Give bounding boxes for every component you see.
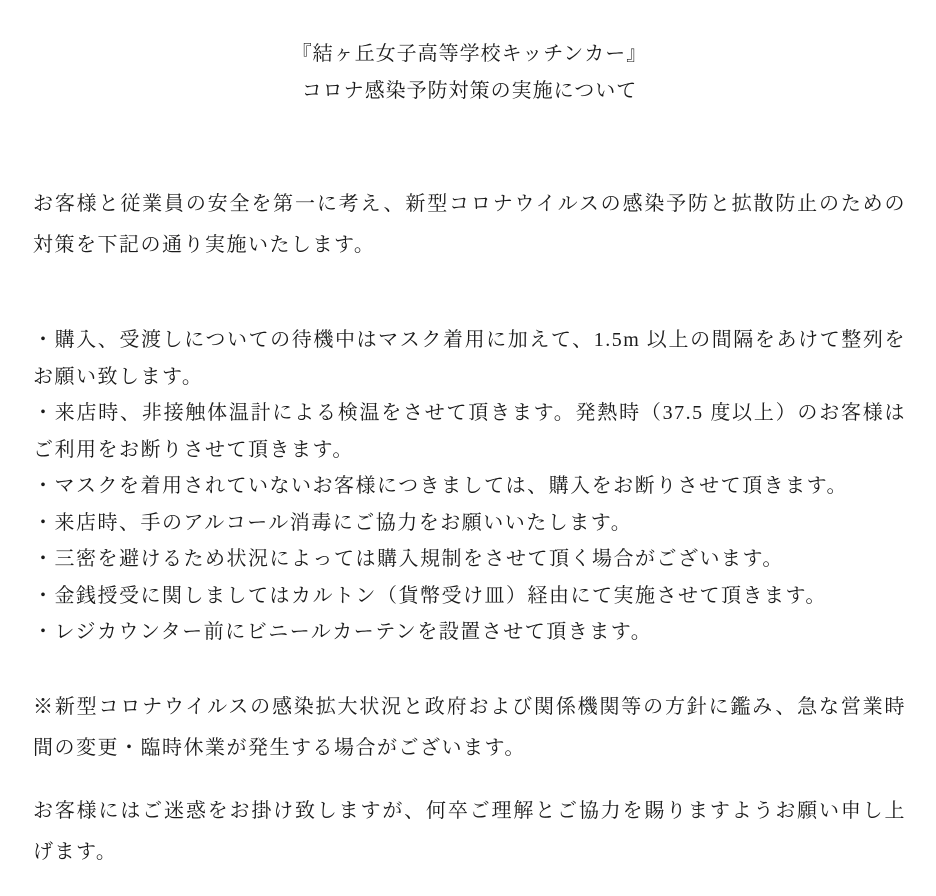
measures-list <box>33 322 906 651</box>
document-title-line1: 『結ヶ丘女子高等学校キッチンカー』 <box>291 43 648 65</box>
closing-paragraph: お客様にはご迷惑をお掛け致しますが、何卒ご理解とご協力を賜りますようお願い申し上げます。 <box>33 799 906 863</box>
document-title-line2: コロナ感染予防対策の実施について <box>301 80 638 102</box>
note-paragraph: ※新型コロナウイルスの感染拡大状況と政府および関係機関等の方針に鑑み、急な営業時間の変更・臨時休業が発生する場合がございます。 <box>33 695 906 759</box>
measure-item-mask-required: ・マスクを着用されていないお客様につきましては、購入をお断りさせて頂きます。 <box>33 475 848 497</box>
measure-item-queue-spacing: ・購入、受渡しについての待機中はマスク着用に加えて、1.5m 以上の間隔をあけて整列をお願い致します。 <box>33 329 906 388</box>
measure-item-vinyl-curtain: ・レジカウンター前にビニールカーテンを設置させて頂きます。 <box>33 621 653 643</box>
measure-item-cash-tray: ・金銭授受に関しましてはカルトン（貨幣受け皿）経由にて実施させて頂きます。 <box>33 584 827 607</box>
document-header <box>33 36 906 110</box>
measure-item-temperature-check: ・来店時、非接触体温計による検温をさせて頂きます。発熱時（37.5 度以上）のお客様はご利用をお断りさせて頂きます。 <box>33 402 906 461</box>
measure-item-hand-sanitizer: ・来店時、手のアルコール消毒にご協力をお願いいたします。 <box>33 511 633 534</box>
intro-paragraph: お客様と従業員の安全を第一に考え、新型コロナウイルスの感染予防と拡散防止のための対策を下記の通り実施いたします。 <box>33 193 906 256</box>
measure-item-purchase-limit: ・三密を避けるため状況によっては購入規制をさせて頂く場合がございます。 <box>33 548 784 570</box>
